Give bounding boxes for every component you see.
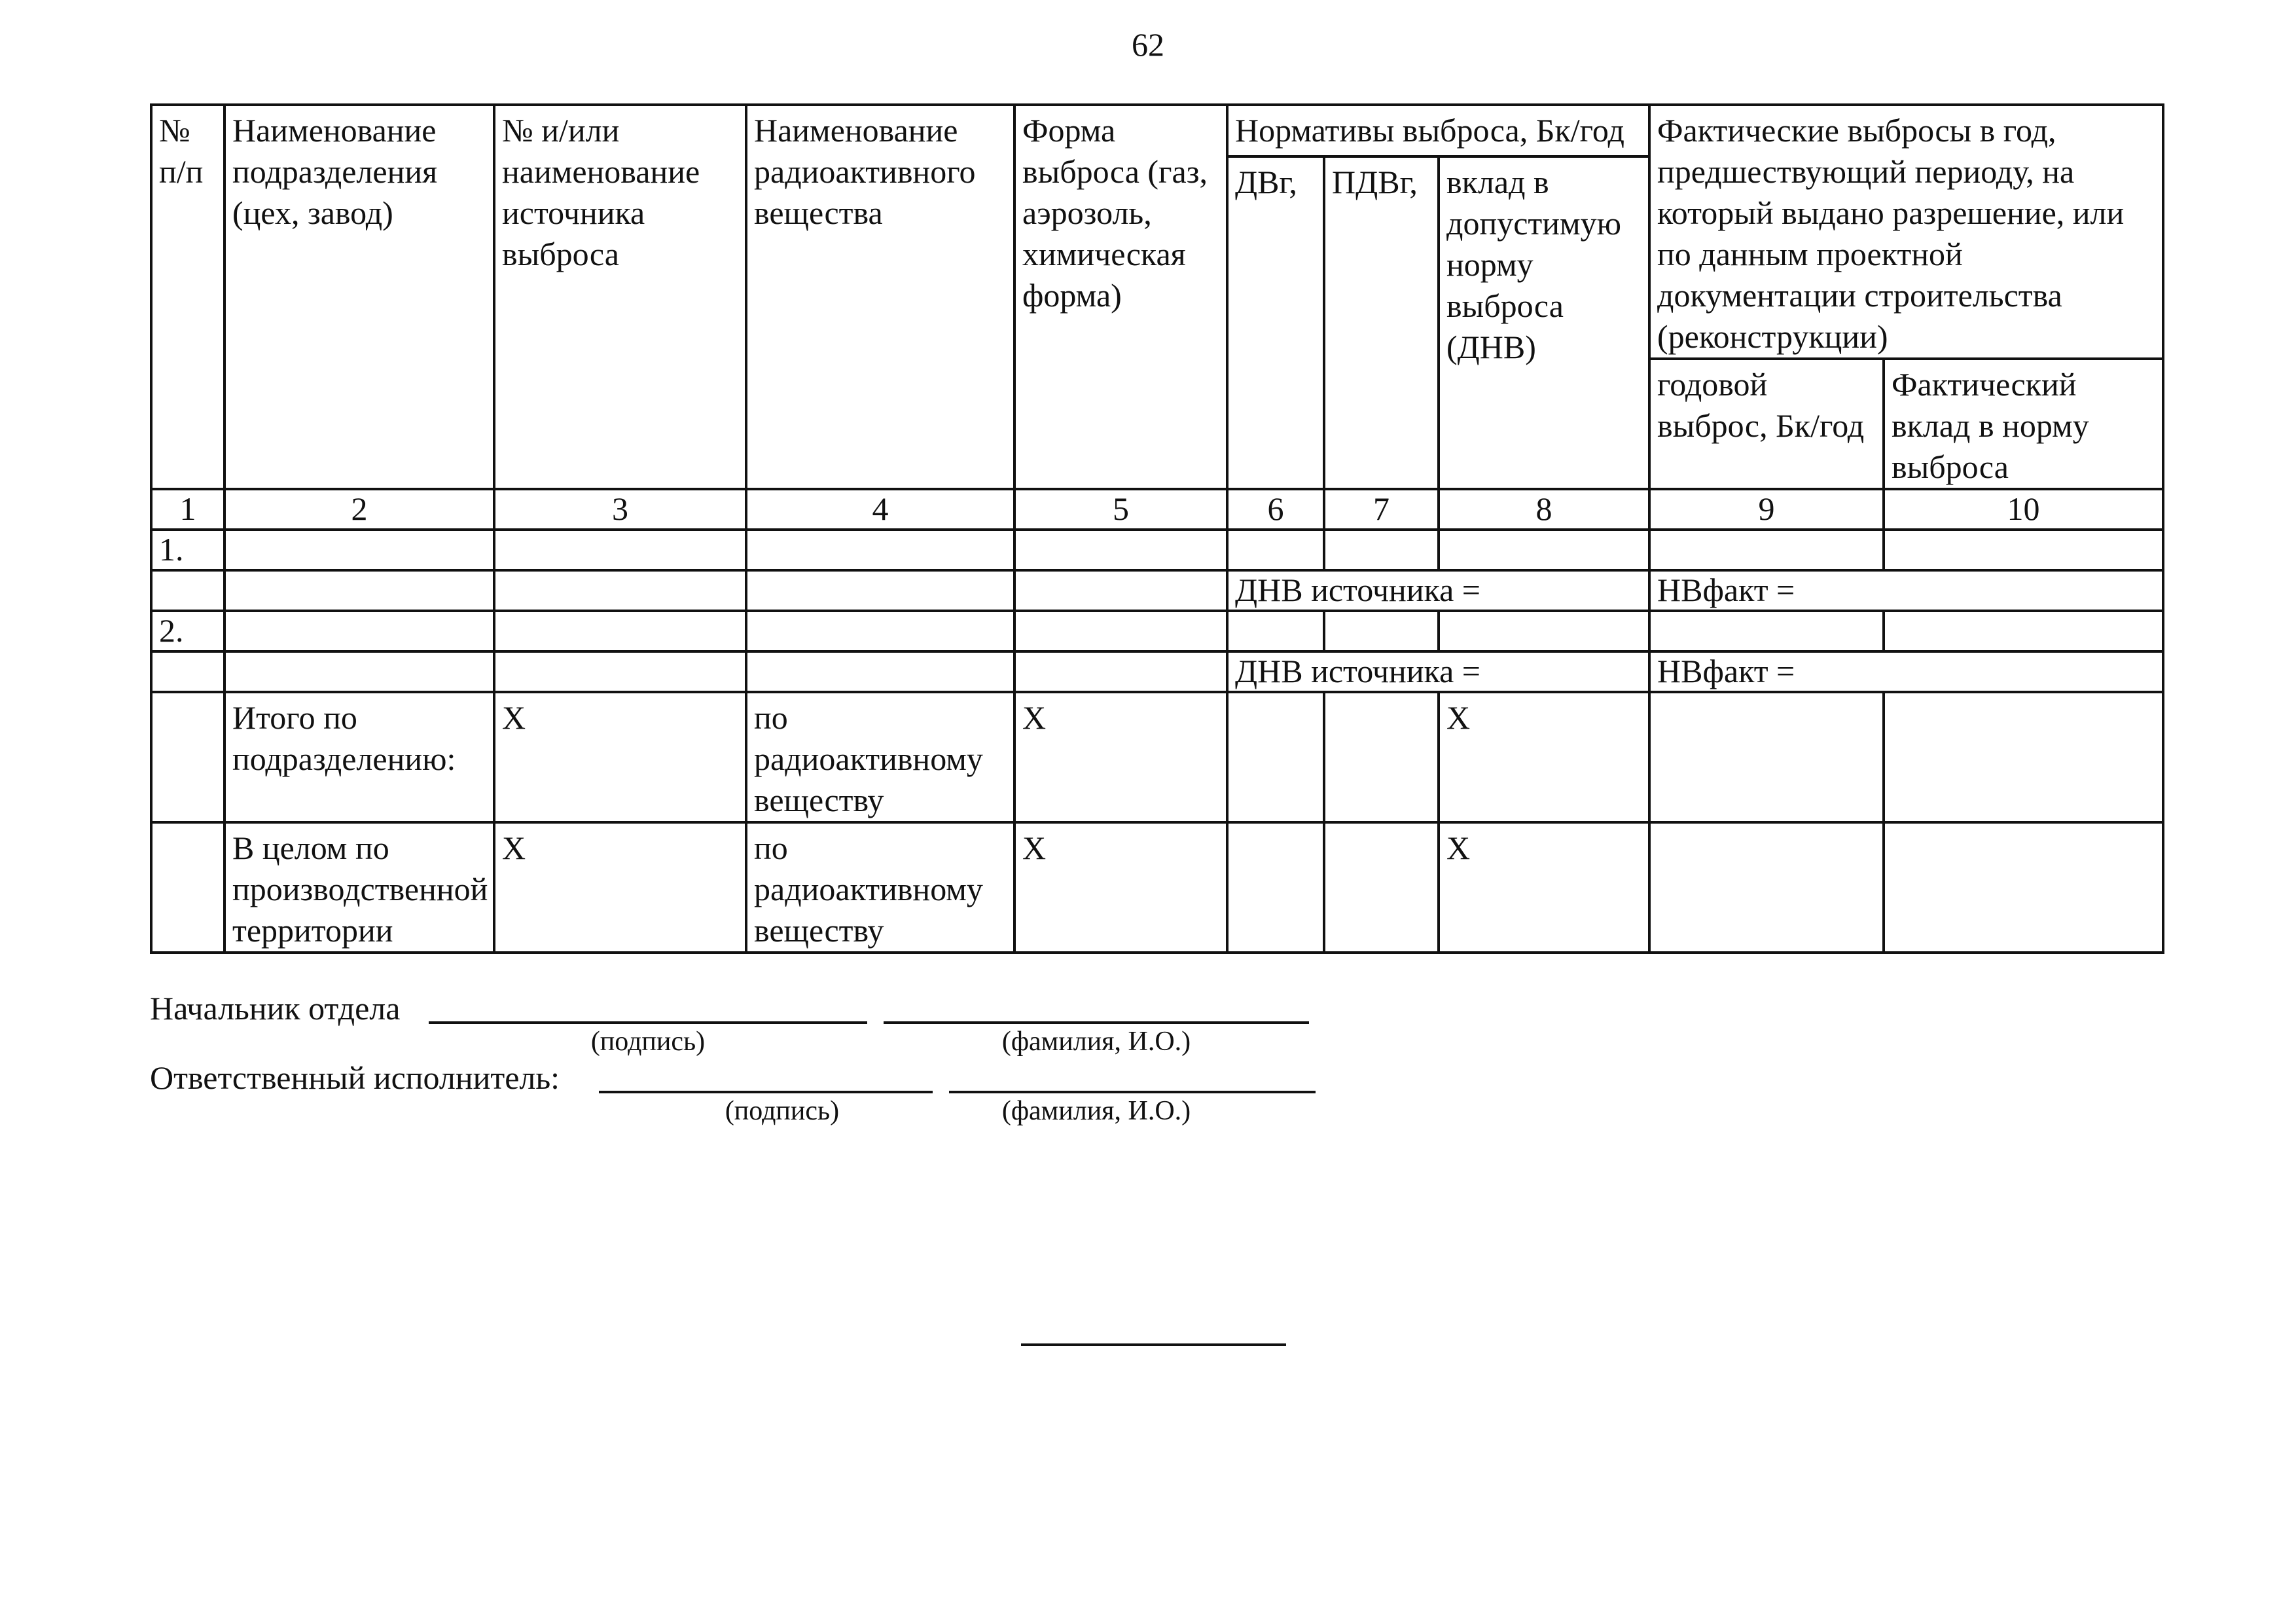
substance-total-label: по радиоактивному веществу <box>746 822 1014 953</box>
head-of-department-label: Начальник отдела <box>150 990 401 1027</box>
column-number: 1 <box>151 489 224 530</box>
column-number: 6 <box>1227 489 1324 530</box>
head-name-caption: (фамилия, И.О.) <box>1001 1027 1191 1057</box>
column-number: 10 <box>1884 489 2163 530</box>
head-signature-caption: (подпись) <box>590 1027 706 1057</box>
header-emission-form: Форма выброса (газ, аэрозоль, химическая форма) <box>1014 105 1227 489</box>
table-cell <box>151 692 224 822</box>
table-cell <box>224 570 494 611</box>
table-cell <box>494 570 746 611</box>
table-row <box>151 570 2163 611</box>
executor-signature-line[interactable] <box>599 1091 933 1093</box>
header-dnv-contribution: вклад в допустимую норму выброса (ДНВ) <box>1439 156 1649 489</box>
table-cell <box>1014 530 1227 570</box>
table-row <box>151 651 2163 692</box>
table-cell <box>1324 611 1439 651</box>
table-cell <box>1324 530 1439 570</box>
table-cell <box>224 611 494 651</box>
nv-fact-cell: НВфакт = <box>1649 570 2163 611</box>
header-substance: Наименование радиоактивного вещества <box>746 105 1014 489</box>
table-cell <box>151 822 224 953</box>
table-cell <box>746 530 1014 570</box>
table-cell <box>1227 530 1324 570</box>
table-cell <box>746 570 1014 611</box>
header-actual-emissions: Фактические выбросы в год, предшествующий периоду, на который выдано разрешение, или по данным проектной документации строительства (реконструкции) <box>1649 105 2163 359</box>
row-number: 2. <box>151 611 224 651</box>
page-number: 62 <box>1132 26 1164 63</box>
head-signature-line[interactable] <box>429 1021 867 1024</box>
header-dvg: ДВг, <box>1227 156 1324 489</box>
table-cell <box>1227 611 1324 651</box>
column-number: 7 <box>1324 489 1439 530</box>
x-mark: X <box>1439 692 1649 822</box>
table-cell <box>494 530 746 570</box>
dnv-source-cell: ДНВ источника = <box>1227 651 1649 692</box>
header-annual-emission: годовой выброс, Бк/год <box>1649 359 1884 489</box>
column-number: 9 <box>1649 489 1884 530</box>
x-mark: X <box>1014 692 1227 822</box>
substance-total-label: по радиоактивному веществу <box>746 692 1014 822</box>
table-cell <box>1227 692 1324 822</box>
table-cell <box>224 530 494 570</box>
column-number: 4 <box>746 489 1014 530</box>
end-rule <box>1021 1343 1286 1346</box>
x-mark: X <box>494 692 746 822</box>
x-mark: X <box>1014 822 1227 953</box>
table-cell <box>1014 611 1227 651</box>
table-cell <box>1884 611 2163 651</box>
nv-fact-cell: НВфакт = <box>1649 651 2163 692</box>
dnv-source-cell: ДНВ источника = <box>1227 570 1649 611</box>
table-cell <box>1439 530 1649 570</box>
column-number: 5 <box>1014 489 1227 530</box>
table-cell <box>151 651 224 692</box>
header-actual-contribution: Фактический вклад в норму выброса <box>1884 359 2163 489</box>
total-subdivision-row <box>151 692 2163 822</box>
table-cell <box>1014 570 1227 611</box>
x-mark: X <box>494 822 746 953</box>
table-cell <box>1649 611 1884 651</box>
table-cell <box>1324 822 1439 953</box>
table-row <box>151 530 2163 570</box>
table-cell <box>494 651 746 692</box>
header-num: № п/п <box>151 105 224 489</box>
table-cell <box>746 651 1014 692</box>
table-cell <box>1884 692 2163 822</box>
table-cell <box>1649 822 1884 953</box>
executor-name-caption: (фамилия, И.О.) <box>1001 1096 1191 1126</box>
table-cell <box>1884 822 2163 953</box>
total-territory-label: В целом по производственной территории <box>224 822 494 953</box>
table-cell <box>1439 611 1649 651</box>
column-number: 3 <box>494 489 746 530</box>
table-cell <box>151 570 224 611</box>
header-pdvg: ПДВг, <box>1324 156 1439 489</box>
table-cell <box>1649 692 1884 822</box>
table-cell <box>1324 692 1439 822</box>
header-subdivision: Наименование подразделения (цех, завод) <box>224 105 494 489</box>
table-cell <box>1884 530 2163 570</box>
table-row <box>151 611 2163 651</box>
header-emission-norms: Нормативы выброса, Бк/год <box>1227 105 1649 156</box>
head-name-line[interactable] <box>884 1021 1309 1024</box>
table-cell <box>1014 651 1227 692</box>
table-cell <box>224 651 494 692</box>
table-cell <box>746 611 1014 651</box>
column-number: 2 <box>224 489 494 530</box>
table-cell <box>1649 530 1884 570</box>
table-cell <box>1227 822 1324 953</box>
emissions-table <box>150 103 2164 954</box>
row-number: 1. <box>151 530 224 570</box>
total-subdivision-label: Итого по подразделению: <box>224 692 494 822</box>
total-territory-row <box>151 822 2163 953</box>
table-cell <box>494 611 746 651</box>
responsible-executor-label: Ответственный исполнитель: <box>150 1059 560 1096</box>
executor-name-line[interactable] <box>949 1091 1316 1093</box>
header-row-top <box>151 105 2163 156</box>
column-number: 8 <box>1439 489 1649 530</box>
column-numbers-row <box>151 489 2163 530</box>
executor-signature-caption: (подпись) <box>725 1096 840 1126</box>
x-mark: X <box>1439 822 1649 953</box>
header-source: № и/или наименование источника выброса <box>494 105 746 489</box>
